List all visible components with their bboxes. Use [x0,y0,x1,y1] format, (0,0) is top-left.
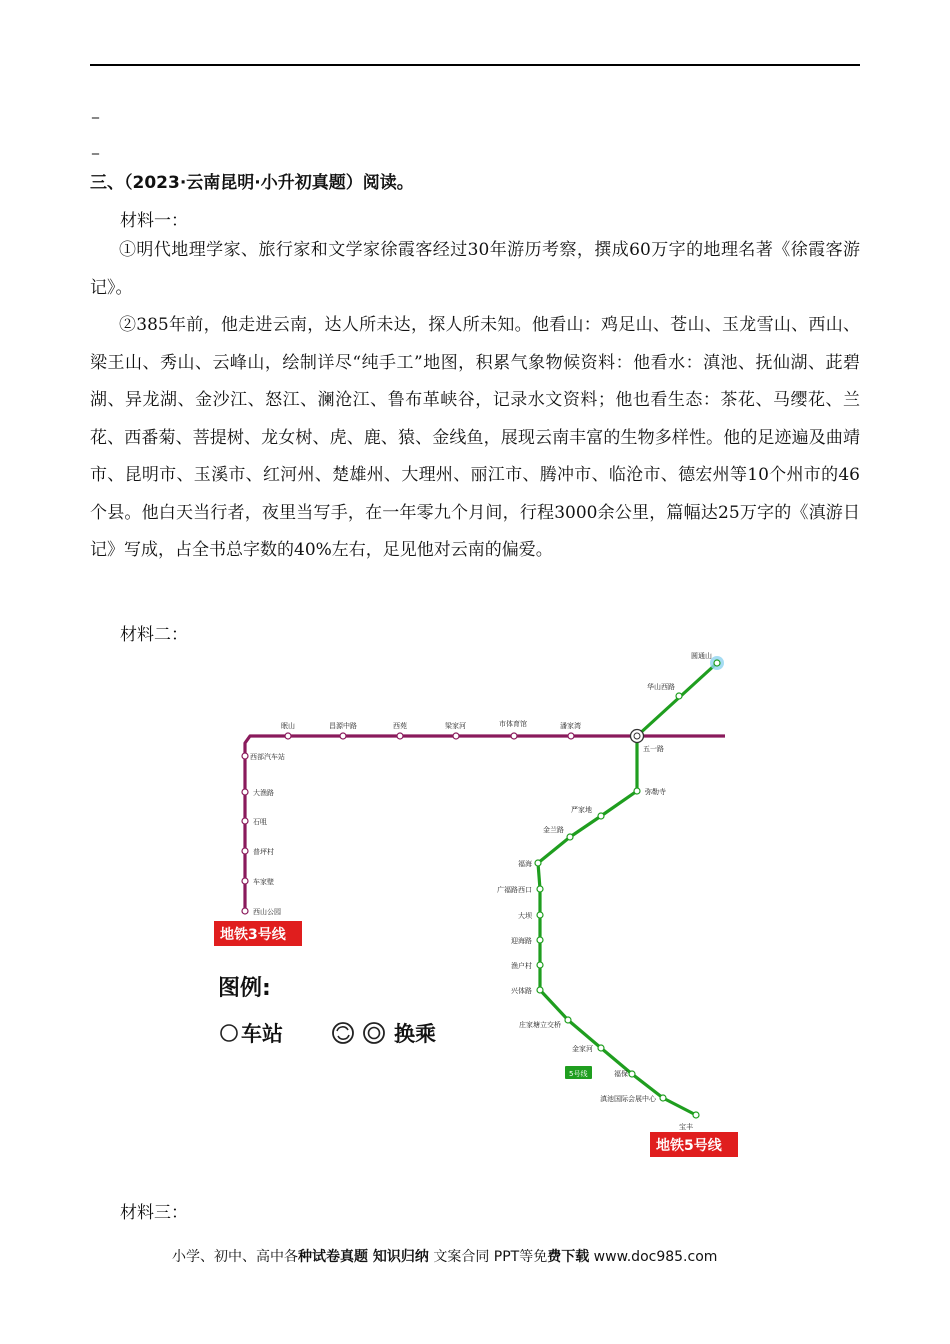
station-daba [537,912,543,918]
station-jinjiahe [598,1045,604,1051]
label-changyuanzhonglu: 昌源中路 [329,722,357,730]
label-zhuangjiatang: 庄家塘立交桥 [519,1021,561,1029]
footer-url[interactable]: www.doc985.com [589,1249,718,1265]
label-xishangongyuan: 西山公园 [253,908,281,916]
station-shitiyuguan [511,733,517,739]
label-fubao: 福保 [614,1070,628,1078]
station-fubao [629,1071,635,1077]
station-milesi [634,788,640,794]
label-huashanxilu: 华山西路 [647,683,675,691]
station-mianshan [285,733,291,739]
label-pupingcun: 普坪村 [253,848,274,856]
station-shiju [242,818,248,824]
line5-track [538,663,717,1115]
label-xingtilu: 兴体路 [511,987,532,995]
line5-small-tag-text: 5号线 [569,1070,588,1078]
footer [172,1246,717,1266]
material1-paragraph-1: ①明代地理学家、旅行家和文学家徐霞客经过30年游历考察，撰成60万字的地理名著《徐霞客游记》。 [90,240,860,298]
station-liangjiahe [453,733,459,739]
label-xibuqichezhan: 西部汽车站 [250,753,285,761]
footer-part3: 文案合同 PPT等免 [428,1249,548,1265]
station-xibuqichezhan [242,753,248,759]
transfer-station-icon [631,730,644,743]
label-baofeng: 宝丰 [679,1123,693,1131]
line3-name-text: 地铁3号线 [220,927,286,943]
label-panjiawan: 潘家湾 [560,722,581,730]
footer-part4: 费下载 [547,1249,590,1265]
label-dayulu: 大渔路 [253,789,274,797]
label-chejiabi: 车家壁 [253,878,274,886]
footer-part2: 种试卷真题 知识归纳 [298,1249,429,1265]
footer-part1: 小学、初中、高中各 [172,1249,298,1265]
station-baofeng [693,1112,699,1118]
blank-dash-2: _ [92,139,99,155]
legend-title: 图例: [218,976,271,1001]
station-yanjiadi [598,813,604,819]
label-yuantongshan: 圆通山 [691,652,712,660]
label-jinjiahe: 金家河 [572,1045,593,1053]
top-rule [90,64,860,66]
label-yuhucun: 渔户村 [511,962,532,970]
station-xiyuan [397,733,403,739]
station-xishangongyuan [242,908,248,914]
station-guangfuluxikou [537,886,543,892]
material2-label: 材料二： [120,625,188,645]
station-yuantongshan [714,660,720,666]
station-pupingcun [242,848,248,854]
label-wuyilu: 五一路 [643,745,664,753]
line3-track [245,736,725,911]
station-dayulu [242,789,248,795]
station-changyuanzhonglu [340,733,346,739]
station-zhuangjiatang [565,1017,571,1023]
question-heading: 三、（2023·云南昆明·小升初真题）阅读。 [90,173,414,193]
legend-transfer-text: 换乘 [394,1022,436,1046]
station-yinghailu [537,937,543,943]
material1-label: 材料一： [120,211,188,231]
station-fuhai [535,860,541,866]
blank-dash-1: _ [92,103,99,119]
legend-transfer-icon [333,1023,384,1043]
label-yinghailu: 迎海路 [511,937,532,945]
label-shitiyuguan: 市体育馆 [499,720,527,728]
line5-name-text: 地铁5号线 [656,1138,722,1154]
label-daba: 大坝 [518,912,532,920]
legend-station-icon [221,1025,237,1041]
label-guangfuluxikou: 广福路西口 [497,886,532,894]
label-shiju: 石咀 [253,818,267,826]
station-dianchihuizhan [660,1095,666,1101]
label-jinlanlu: 金兰路 [543,826,564,834]
label-fuhai: 福海 [518,860,532,868]
station-panjiawan [568,733,574,739]
label-xiyuan: 西苑 [393,722,407,730]
material3-label: 材料三： [120,1203,188,1223]
label-yanjiadi: 严家地 [571,806,592,814]
material1-paragraph-2: ②385年前，他走进云南，达人所未达，探人所未知。他看山：鸡足山、苍山、玉龙雪山、西山、梁王山、秀山、云峰山，绘制详尽“纯手工”地图，积累气象物候资料：他看水：滇池、抚仙湖、茈碧湖、异龙湖、金沙江、怒江、澜沧江、鲁布革峡谷，记录水文资料；他也看生态：茶花、马缨花、兰花、西番菊、菩提树、龙女树、虎、鹿、猿、金线鱼，展现云南丰富的生物多样性。他的足迹遍及曲靖市、昆明市、玉溪市、红河州、楚雄州、大理州、丽江市、腾冲市、临沧市、德宏州等10个州市的46个县。他白天当行者，夜里当写手，在一年零九个月间，行程3000余公里，篇幅达25万字的《滇游日记》写成，占全书总字数的40%左右，足见他对云南的偏爱。 [90,315,860,560]
label-milesi: 弥勒寺 [645,788,666,796]
label-dianchihuizhan: 滇池国际会展中心 [600,1095,656,1103]
station-yuhucun [537,962,543,968]
label-mianshan: 眠山 [281,722,295,730]
station-xingtilu [537,987,543,993]
legend-station-text: 车站 [241,1022,283,1046]
label-liangjiahe: 梁家河 [445,722,466,730]
station-huashanxilu [676,693,682,699]
station-jinlanlu [567,834,573,840]
station-chejiabi [242,878,248,884]
metro-map [205,645,750,1160]
